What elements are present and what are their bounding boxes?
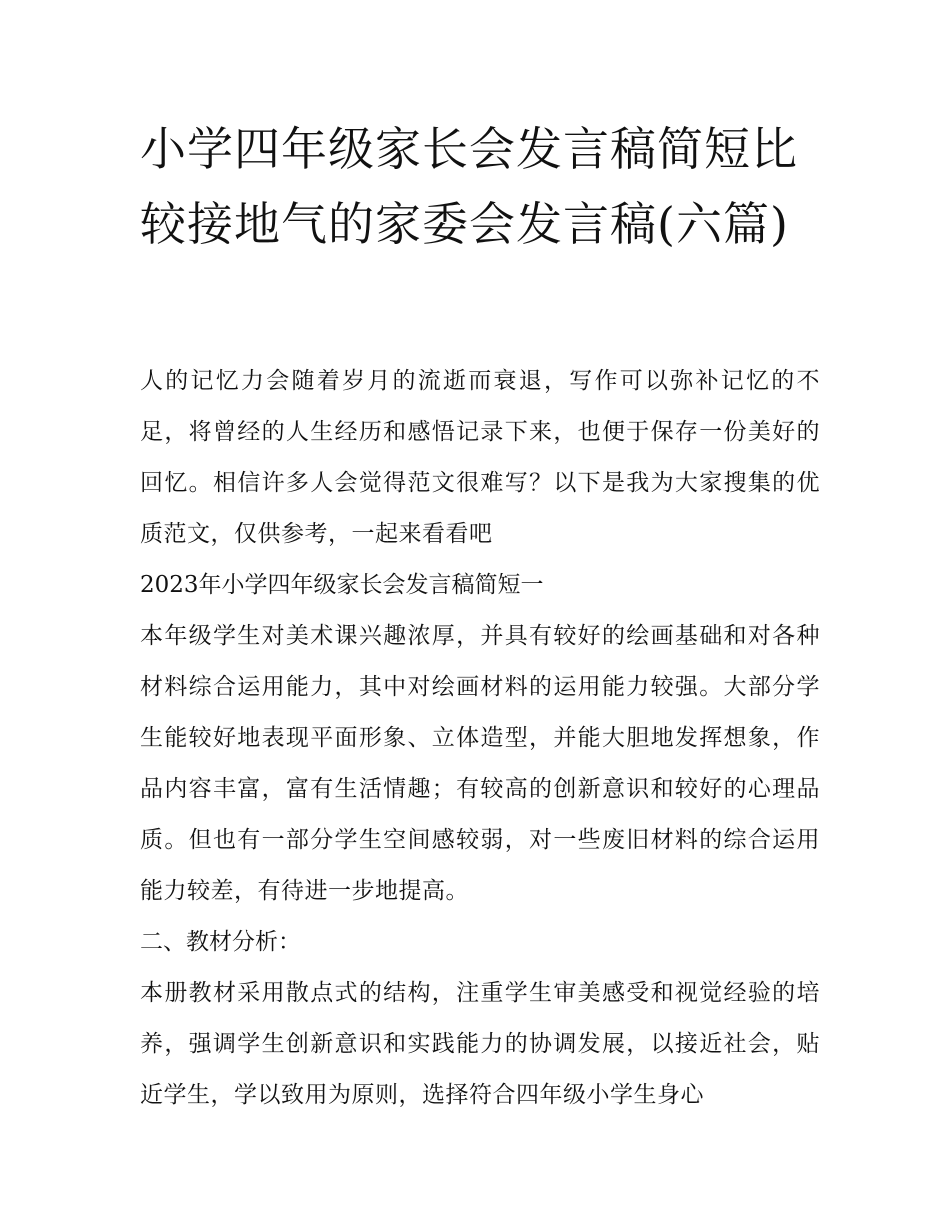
- document-body: [140, 356, 820, 1121]
- section-paragraph-2: 本册教材采用散点式的结构，注重学生审美感受和视觉经验的培养，强调学生创新意识和实践能力的协调发展，以接近社会，贴近学生，学以致用为原则，选择符合四年级小学生身心: [140, 980, 820, 1108]
- document-title: 小学四年级家长会发言稿简短比较接地气的家委会发言稿(六篇): [140, 122, 798, 251]
- subheading-textbook-analysis: 二、教材分析：: [140, 929, 301, 955]
- section-paragraph-1: 本年级学生对美术课兴趣浓厚，并具有较好的绘画基础和对各种材料综合运用能力，其中对绘画材料的运用能力较强。大部分学生能较好地表现平面形象、立体造型，并能大胆地发挥想象，作品内容丰富，富有生活情趣；有较高的创新意识和较好的心理品质。但也有一部分学生空间感较弱，对一些废旧材料的综合运用能力较差，有待进一步地提高。: [140, 623, 820, 904]
- section-heading: 2023年小学四年级家长会发言稿简短一: [140, 572, 544, 598]
- intro-paragraph: 人的记忆力会随着岁月的流逝而衰退，写作可以弥补记忆的不足，将曾经的人生经历和感悟记录下来，也便于保存一份美好的回忆。相信许多人会觉得范文很难写？以下是我为大家搜集的优质范文，仅供参考，一起来看看吧: [140, 368, 820, 547]
